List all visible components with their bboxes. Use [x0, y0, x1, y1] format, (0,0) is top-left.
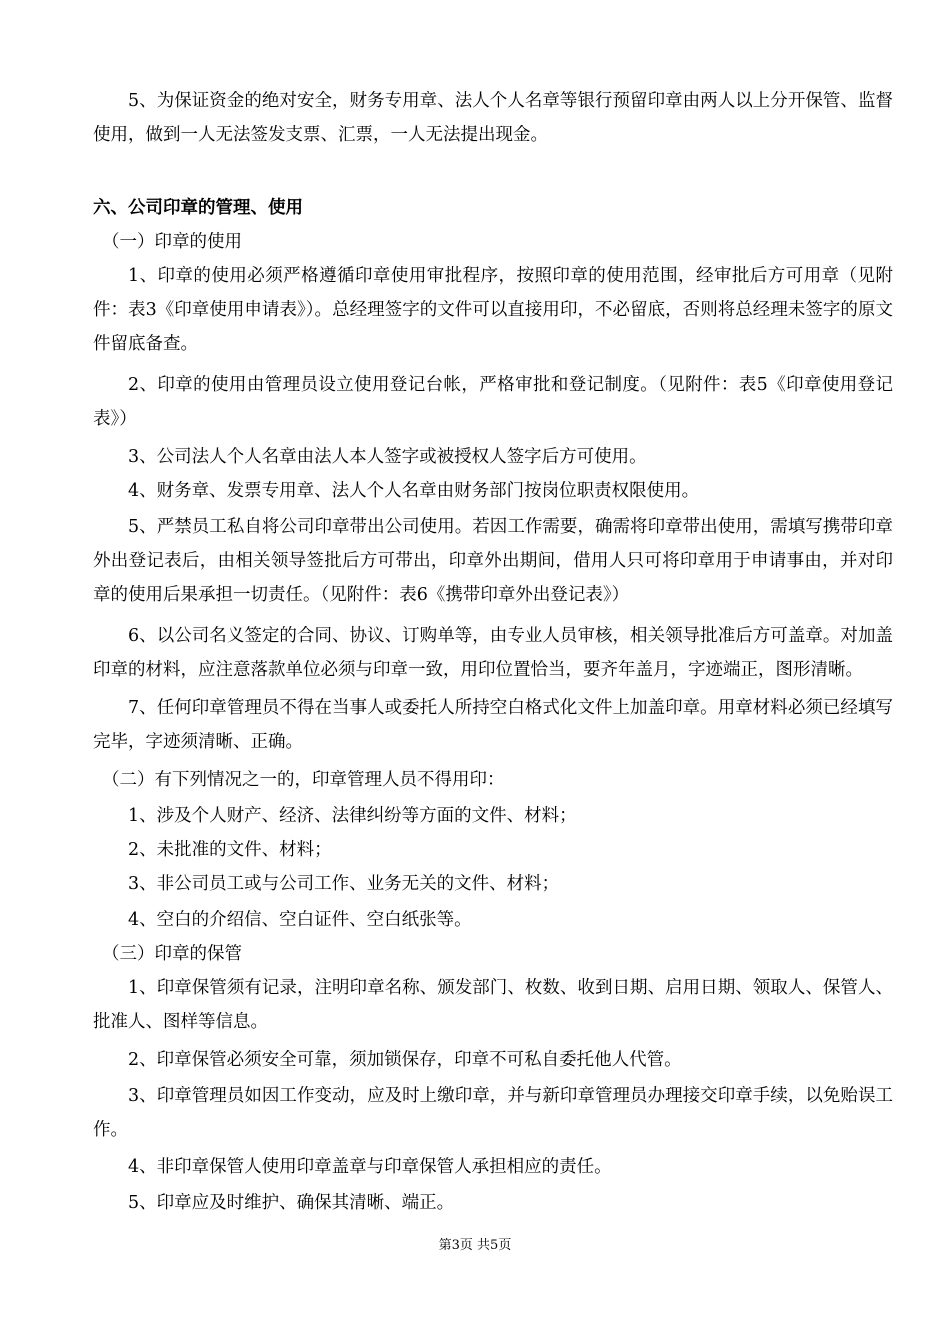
usage-item-2: 2、印章的使用由管理员设立使用登记台帐，严格审批和登记制度。（见附件：表5《印章使用登记表》）: [93, 375, 893, 429]
section-title: 六、公司印章的管理、使用: [93, 198, 303, 218]
usage-item-1: 1、印章的使用必须严格遵循印章使用审批程序，按照印章的使用范围，经审批后方可用章（见附件：表3《印章使用申请表》）。总经理签字的文件可以直接用印，不必留底，否则将总经理未签字的原文件留底备查。: [93, 266, 893, 354]
subsection-title-restrictions: （二）有下列情况之一的，印章管理人员不得用印：: [102, 770, 505, 790]
custody-item-5: 5、印章应及时维护、确保其清晰、端正。: [128, 1193, 455, 1213]
custody-item-1: 1、印章保管须有记录，注明印章名称、颁发部门、枚数、收到日期、启用日期、领取人、保管人、批准人、图样等信息。: [93, 978, 893, 1032]
usage-item-7: 7、任何印章管理员不得在当事人或委托人所持空白格式化文件上加盖印章。用章材料必须已经填写完毕，字迹须清晰、正确。: [93, 698, 893, 752]
usage-item-6: 6、以公司名义签定的合同、协议、订购单等，由专业人员审核，相关领导批准后方可盖章。对加盖印章的材料，应注意落款单位必须与印章一致，用印位置恰当，要齐年盖月，字迹端正，图形清晰。: [93, 626, 893, 680]
custody-item-3: 3、印章管理员如因工作变动，应及时上缴印章，并与新印章管理员办理接交印章手续，以免贻误工作。: [93, 1086, 893, 1140]
custody-item-4: 4、非印章保管人使用印章盖章与印章保管人承担相应的责任。: [128, 1157, 612, 1177]
restriction-item-4: 4、空白的介绍信、空白证件、空白纸张等。: [128, 910, 472, 930]
custody-item-2: 2、印章保管必须安全可靠，须加锁保存，印章不可私自委托他人代管。: [128, 1050, 682, 1070]
usage-item-3: 3、公司法人个人名章由法人本人签字或被授权人签字后方可使用。: [128, 447, 647, 467]
subsection-title-custody: （三）印章的保管: [102, 944, 242, 964]
restriction-item-2: 2、未批准的文件、材料；: [128, 840, 332, 860]
page-number-footer: 第3页 共5页: [438, 1238, 512, 1253]
restriction-item-1: 1、涉及个人财产、经济、法律纠纷等方面的文件、材料；: [128, 806, 577, 826]
paragraph-funds-security: 5、为保证资金的绝对安全，财务专用章、法人个人名章等银行预留印章由两人以上分开保管、监督使用，做到一人无法签发支票、汇票，一人无法提出现金。: [93, 91, 893, 145]
usage-item-5: 5、严禁员工私自将公司印章带出公司使用。若因工作需要，确需将印章带出使用，需填写携带印章外出登记表后，由相关领导签批后方可带出，印章外出期间，借用人只可将印章用于申请事由，并对印章的使用后果承担一切责任。（见附件：表6《携带印章外出登记表》）: [93, 517, 893, 605]
restriction-item-3: 3、非公司员工或与公司工作、业务无关的文件、材料；: [128, 874, 560, 894]
subsection-title-usage: （一）印章的使用: [102, 232, 242, 252]
usage-item-4: 4、财务章、发票专用章、法人个人名章由财务部门按岗位职责权限使用。: [128, 481, 700, 501]
